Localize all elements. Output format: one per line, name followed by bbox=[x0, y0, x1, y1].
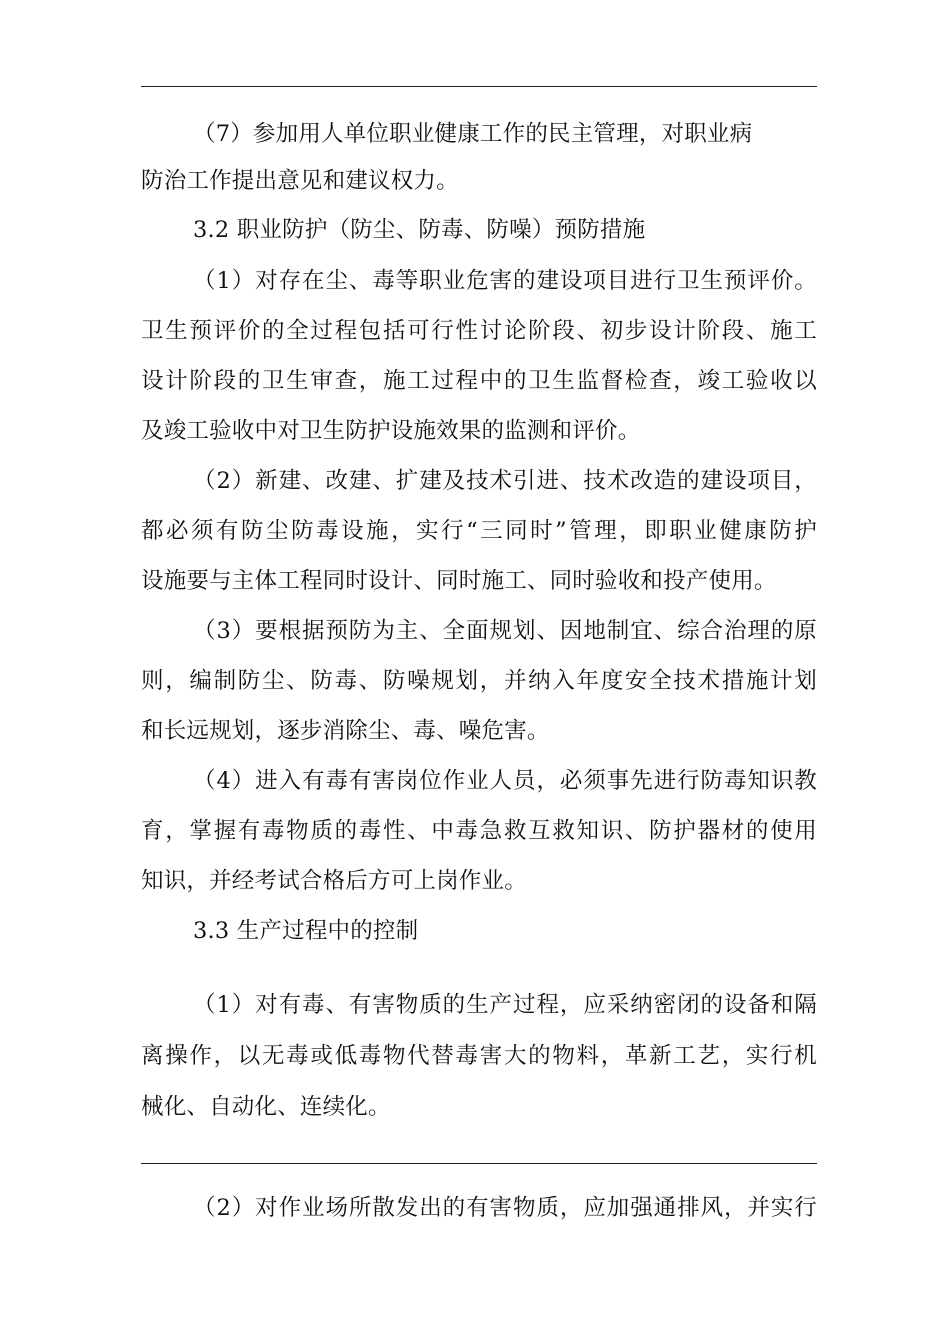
paragraph-line: 则，编制防尘、防毒、防噪规划，并纳入年度安全技术措施计划 bbox=[141, 668, 817, 694]
paragraph-line: 知识，并经考试合格后方可上岗作业。 bbox=[141, 868, 527, 894]
paragraph-line: 防治工作提出意见和建议权力。 bbox=[141, 168, 459, 194]
top-rule bbox=[141, 86, 817, 87]
paragraph-line: 械化、自动化、连续化。 bbox=[141, 1094, 391, 1120]
paragraph-line: （3）要根据预防为主、全面规划、因地制宜、综合治理的原 bbox=[193, 618, 817, 644]
page-break-rule bbox=[141, 1163, 817, 1164]
paragraph-line: 卫生预评价的全过程包括可行性讨论阶段、初步设计阶段、施工 bbox=[141, 318, 817, 344]
paragraph-line: 育，掌握有毒物质的毒性、中毒急救互救知识、防护器材的使用 bbox=[141, 818, 817, 844]
paragraph-line: （2）新建、改建、扩建及技术引进、技术改造的建设项目， bbox=[193, 468, 817, 494]
paragraph-line: （4）进入有毒有害岗位作业人员，必须事先进行防毒知识教 bbox=[193, 768, 817, 794]
paragraph-line: 都必须有防尘防毒设施，实行“三同时”管理，即职业健康防护 bbox=[141, 518, 817, 544]
paragraph-line: 及竣工验收中对卫生防护设施效果的监测和评价。 bbox=[141, 418, 641, 444]
paragraph-line: 离操作，以无毒或低毒物代替毒害大的物料，革新工艺，实行机 bbox=[141, 1043, 817, 1069]
paragraph-line: （1）对存在尘、毒等职业危害的建设项目进行卫生预评价。 bbox=[193, 268, 817, 294]
section-heading: 3.3 生产过程中的控制 bbox=[193, 918, 419, 944]
paragraph-line: 设计阶段的卫生审查，施工过程中的卫生监督检查，竣工验收以 bbox=[141, 368, 817, 394]
section-heading: 3.2 职业防护（防尘、防毒、防噪）预防措施 bbox=[193, 217, 646, 243]
paragraph-line: 和长远规划，逐步消除尘、毒、噪危害。 bbox=[141, 718, 550, 744]
paragraph-line: （7）参加用人单位职业健康工作的民主管理，对职业病 bbox=[193, 121, 753, 147]
paragraph-line: 设施要与主体工程同时设计、同时施工、同时验收和投产使用。 bbox=[141, 568, 777, 594]
paragraph-line: （1）对有毒、有害物质的生产过程，应采纳密闭的设备和隔 bbox=[193, 992, 817, 1018]
paragraph-line: （2）对作业场所散发出的有害物质，应加强通排风，并实行 bbox=[193, 1195, 817, 1221]
